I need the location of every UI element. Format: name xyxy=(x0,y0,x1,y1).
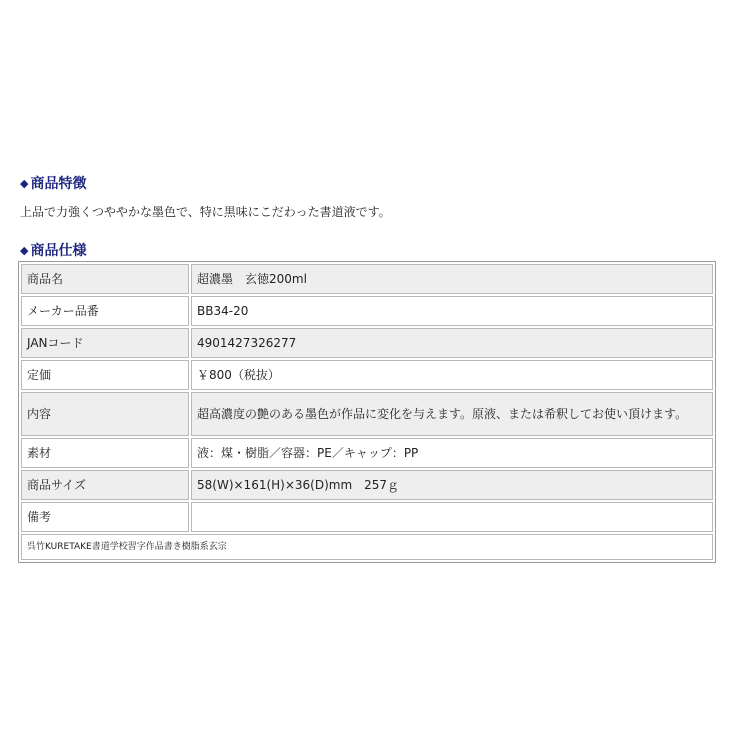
spec-value: 58(W)×161(H)×36(D)mm 257ｇ xyxy=(191,470,713,500)
spec-row-contents xyxy=(21,392,713,436)
spec-label: 内容 xyxy=(21,392,189,436)
spec-value: 液：煤・樹脂／容器：PE／キャップ：PP xyxy=(191,438,713,468)
spec-label: 商品サイズ xyxy=(21,470,189,500)
spec-label: メーカー品番 xyxy=(21,296,189,326)
spec-value: 超濃墨 玄徳200ml xyxy=(191,264,713,294)
spec-row-jan-code xyxy=(21,328,713,358)
spec-row-price xyxy=(21,360,713,390)
spec-value xyxy=(191,502,713,532)
spec-label: 商品名 xyxy=(21,264,189,294)
spec-value: 超高濃度の艶のある墨色が作品に変化を与えます。原液、または希釈してお使い頂けます。 xyxy=(191,392,713,436)
spec-label: 素材 xyxy=(21,438,189,468)
diamond-bullet-icon: ◆ xyxy=(20,177,29,190)
features-description: 上品で力強くつややかな墨色で、特に黒味にこだわった書道液です。 xyxy=(20,205,391,219)
spec-table xyxy=(18,261,716,563)
spec-row-material xyxy=(21,438,713,468)
spec-value: 4901427326277 xyxy=(191,328,713,358)
spec-label: 備考 xyxy=(21,502,189,532)
features-heading xyxy=(20,175,86,194)
spec-value: ￥800（税抜） xyxy=(191,360,713,390)
spec-row-maker-code xyxy=(21,296,713,326)
spec-value: BB34-20 xyxy=(191,296,713,326)
features-heading-text: 商品特徴 xyxy=(30,176,87,192)
specs-heading xyxy=(20,242,86,261)
spec-row-size xyxy=(21,470,713,500)
spec-label: JANコード xyxy=(21,328,189,358)
spec-row-product-name xyxy=(21,264,713,294)
diamond-bullet-icon: ◆ xyxy=(20,244,29,257)
spec-footer-text: 呉竹KURETAKE書道学校習字作品書き樹脂系玄宗 xyxy=(21,534,713,560)
spec-row-footer xyxy=(21,534,713,560)
spec-row-remarks xyxy=(21,502,713,532)
spec-label: 定価 xyxy=(21,360,189,390)
specs-heading-text: 商品仕様 xyxy=(30,243,87,259)
